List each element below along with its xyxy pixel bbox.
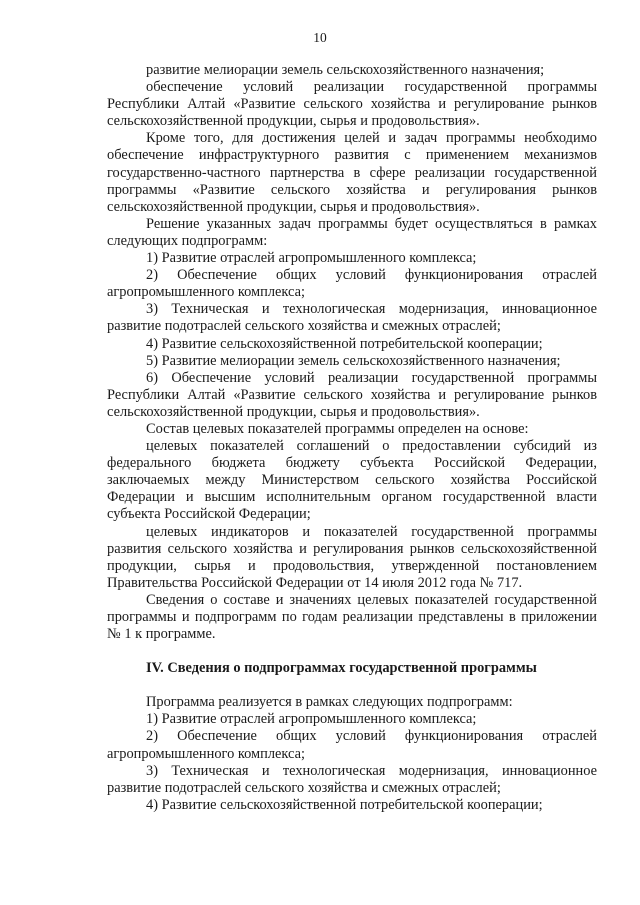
document-body — [107, 62, 597, 814]
list-item: 1) Развитие отраслей агропромышленного комплекса; — [146, 711, 477, 728]
list-item: 2) Обеспечение общих условий функционирования отраслей агропромышленного комплекса; — [107, 728, 597, 762]
paragraphs-after — [107, 694, 597, 814]
paragraph: Кроме того, для достижения целей и задач программы необходимо обеспечение инфраструктурного развития с применением механизмов государственно-частного партнерства в сфере реализации государственной программы «Развитие сельского хозяйства и регулирования рынков сельскохозяйственной продукции, сырья и продовольствия». — [107, 130, 597, 215]
paragraph: обеспечение условий реализации государственной программы Республики Алтай «Развитие сельского хозяйства и регулирование рынков сельскохозяйственной продукции, сырья и продовольствия». — [107, 79, 597, 130]
page-number: 10 — [313, 30, 327, 45]
list-item: 5) Развитие мелиорации земель сельскохозяйственного назначения; — [146, 352, 561, 369]
list-item: 4) Развитие сельскохозяйственной потребительской кооперации; — [146, 335, 543, 352]
paragraph: целевых показателей соглашений о предоставлении субсидий из федерального бюджета бюджету субъекта Российской Федерации, заключаемых между Министерством сельского хозяйства Российской Федерации и высшим исполнительным органом государственной власти субъекта Российской Федерации; — [107, 438, 597, 523]
list-item: 1) Развитие отраслей агропромышленного комплекса; — [146, 250, 477, 267]
paragraph: Решение указанных задач программы будет осуществляться в рамках следующих подпрограмм: — [107, 215, 597, 249]
list-item: 3) Техническая и технологическая модернизация, инновационное развитие подотраслей сельского хозяйства и смежных отраслей; — [107, 301, 597, 335]
list-item: 6) Обеспечение условий реализации государственной программы Республики Алтай «Развитие сельского хозяйства и регулирование рынков сельскохозяйственной продукции, сырья и продовольствия». — [107, 369, 597, 420]
list-item: 2) Обеспечение общих условий функционирования отраслей агропромышленного комплекса; — [107, 267, 597, 301]
paragraph: Сведения о составе и значениях целевых показателей государственной программы и подпрограмм по годам реализации представлены в приложении № 1 к программе. — [107, 591, 597, 643]
paragraph: целевых индикаторов и показателей государственной программы развития сельского хозяйства и регулирования рынков сельскохозяйственной продукции, сырья и продовольствия, утвержденной постановлением Правительства Российской Федерации от 14 июля 2012 года № 717. — [107, 523, 597, 591]
paragraph: Программа реализуется в рамках следующих подпрограмм: — [146, 694, 513, 711]
list-item: 4) Развитие сельскохозяйственной потребительской кооперации; — [146, 796, 543, 813]
section-heading: IV. Сведения о подпрограммах государственной программы — [146, 660, 537, 677]
list-item: 3) Техническая и технологическая модернизация, инновационное развитие подотраслей сельского хозяйства и смежных отраслей; — [107, 762, 597, 796]
paragraph: Состав целевых показателей программы определен на основе: — [146, 420, 529, 437]
paragraphs-before — [107, 62, 597, 643]
paragraph: развитие мелиорации земель сельскохозяйственного назначения; — [146, 62, 545, 78]
